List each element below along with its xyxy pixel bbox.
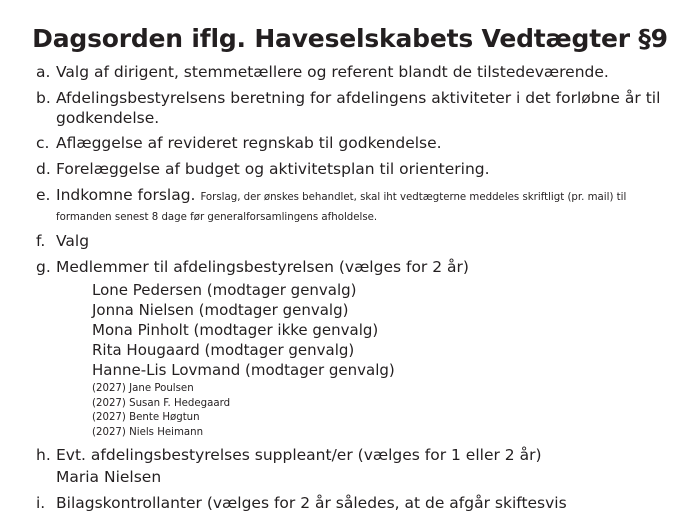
list-item: Lone Pedersen (modtager genvalg) [92, 281, 357, 300]
list-item: (2027) Susan F. Hedegaard [92, 397, 231, 409]
agenda-item-text: Valg [56, 231, 90, 250]
list-item: Jonna Nielsen (modtager genvalg) [92, 301, 349, 320]
list-item: Maria Nielsen [56, 468, 162, 487]
agenda-item-text: Forelæggelse af budget og aktivitetsplan til orientering. [56, 160, 490, 179]
agenda-item-b [22, 89, 678, 129]
agenda-item-marker: f. [36, 231, 46, 250]
agenda-item-marker: h. [36, 446, 51, 465]
agenda-item-marker: b. [36, 88, 51, 107]
agenda-item-marker: i. [36, 494, 46, 513]
agenda-item-note: Forslag, der ønskes behandlet, skal iht vedtægterne meddeles skriftligt (pr. mail) til formanden senest 8 dage før generalforsamlingens afholdelse. [56, 192, 627, 223]
agenda-item-d [22, 160, 678, 180]
agenda-item-marker: a. [36, 63, 51, 81]
agenda-item-marker: d. [36, 160, 51, 179]
agenda-item-text: Evt. afdelingsbestyrelses suppleant/er (vælges for 1 eller 2 år) [56, 446, 542, 465]
agenda-item-a [22, 63, 678, 83]
agenda-item-f [22, 232, 678, 252]
agenda-item-marker: e. [36, 186, 51, 205]
agenda-item-i [22, 494, 678, 514]
term-list [56, 382, 678, 440]
list-item: (2027) Niels Heimann [92, 426, 204, 438]
list-item: Rita Hougaard (modtager genvalg) [92, 340, 355, 359]
agenda-item-text: Valg af dirigent, stemmetællere og referent blandt de tilstedeværende. [56, 63, 609, 81]
list-item: Mona Pinholt (modtager ikke genvalg) [92, 321, 379, 340]
agenda-list [22, 63, 678, 514]
list-item: (2027) Jane Poulsen [92, 383, 194, 395]
list-item: Hanne-Lis Lovmand (modtager genvalg) [92, 360, 395, 379]
agenda-item-text: Aflæggelse af revideret regnskab til godkendelse. [56, 134, 442, 153]
agenda-item-marker: c. [36, 134, 50, 153]
agenda-item-text: Medlemmer til afdelingsbestyrelsen (vælges for 2 år) [56, 257, 469, 276]
agenda-item-text: Bilagskontrollanter (vælges for 2 år således, at de afgår skiftesvis [56, 494, 567, 513]
page-title: Dagsorden iflg. Haveselskabets Vedtægter §9 [32, 24, 668, 53]
agenda-item-g [22, 258, 678, 441]
agenda-item-c [22, 134, 678, 154]
list-item: (2027) Bente Høgtun [92, 412, 200, 424]
agenda-item-e [22, 186, 678, 226]
candidate-list [56, 281, 678, 380]
agenda-item-h [22, 446, 678, 488]
agenda-item-marker: g. [36, 257, 51, 276]
agenda-item-text: Afdelingsbestyrelsens beretning for afdelingens aktiviteter i det forløbne år til godkendelse. [56, 88, 661, 127]
agenda-item-text: Indkomne forslag. [56, 186, 196, 205]
